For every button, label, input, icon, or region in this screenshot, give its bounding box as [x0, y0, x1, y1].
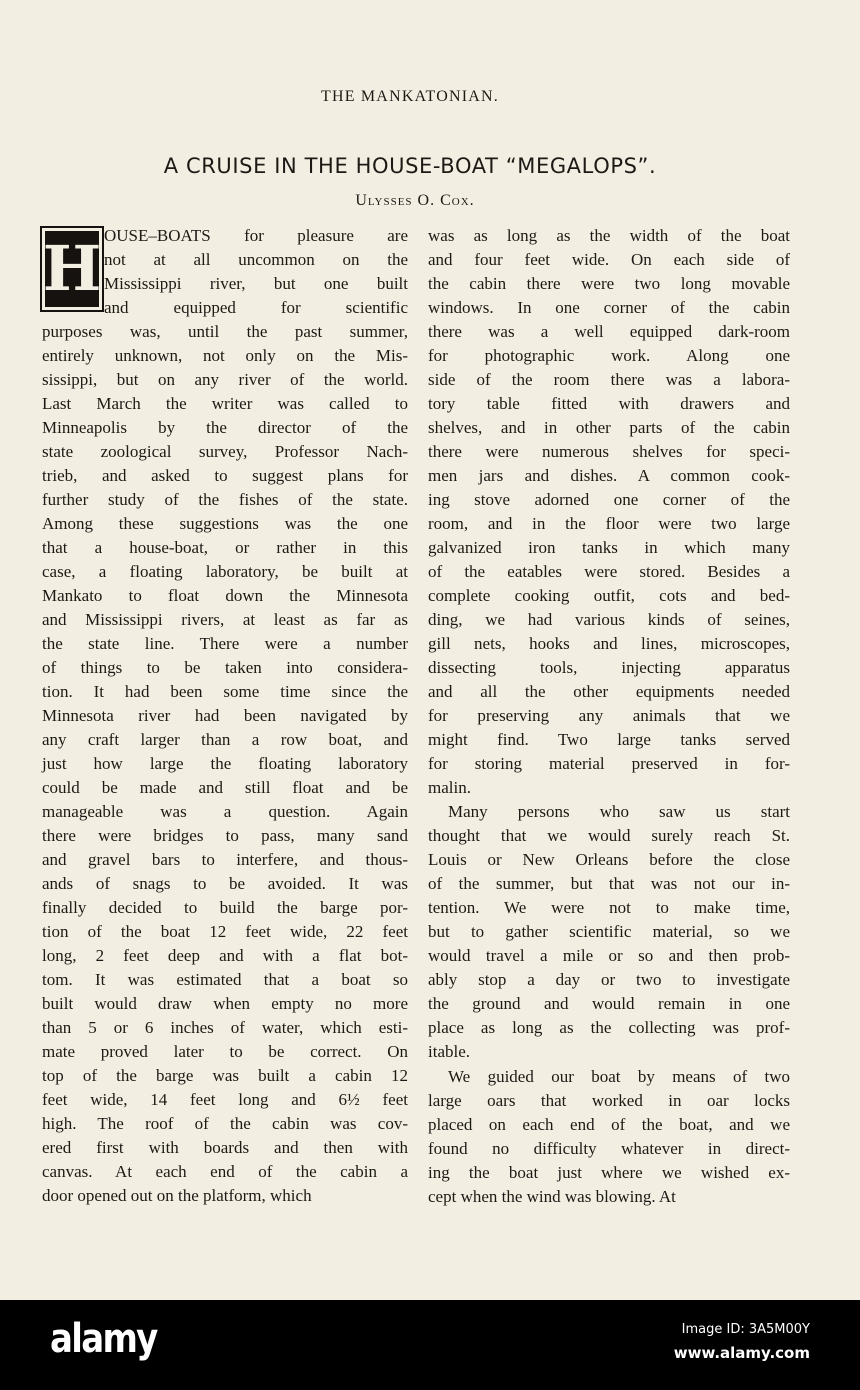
- text-line: ing stove adorned one corner of the: [428, 490, 790, 509]
- text-line: for preserving any animals that we: [428, 706, 790, 725]
- text-line: place as long as the collecting was prof-: [428, 1018, 790, 1037]
- text-line: for storing material preserved in for-: [428, 754, 790, 773]
- text-line: Mississippi river, but one built: [104, 274, 408, 293]
- text-line: mate proved later to be correct. On: [42, 1042, 408, 1061]
- text-line: for photographic work. Along one: [428, 346, 790, 365]
- text-line: further study of the fishes of the state.: [42, 490, 408, 509]
- text-line: there was a well equipped dark-room: [428, 322, 790, 341]
- text-line: there were bridges to pass, many sand: [42, 826, 408, 845]
- text-line: tention. We were not to make time,: [428, 898, 790, 917]
- text-line: men jars and dishes. A common cook-: [428, 466, 790, 485]
- text-line: sissippi, but on any river of the world.: [42, 370, 408, 389]
- drop-cap-ornament: H: [40, 226, 104, 312]
- text-line: ding, we had various kinds of seines,: [428, 610, 790, 629]
- text-line: high. The roof of the cabin was cov-: [42, 1114, 408, 1133]
- right-column: [428, 224, 790, 1209]
- text-line: placed on each end of the boat, and we: [428, 1115, 790, 1134]
- text-line: and Mississippi rivers, at least as far as: [42, 610, 408, 629]
- text-line: feet wide, 14 feet long and 6½ feet: [42, 1090, 408, 1109]
- text-line: of things to be taken into considera-: [42, 658, 408, 677]
- text-line: found no difficulty whatever in direct-: [428, 1139, 790, 1158]
- text-line: the cabin there were two long movable: [428, 274, 790, 293]
- text-line: and equipped for scientific: [104, 298, 408, 317]
- text-line: Minneapolis by the director of the: [42, 418, 408, 437]
- text-line: door opened out on the platform, which: [42, 1186, 312, 1205]
- text-line: of the eatables were stored. Besides a: [428, 562, 790, 581]
- text-line: thought that we would surely reach St.: [428, 826, 790, 845]
- text-line: might find. Two large tanks served: [428, 730, 790, 749]
- text-line: gill nets, hooks and lines, microscopes,: [428, 634, 790, 653]
- text-line: long, 2 feet deep and with a flat bot-: [42, 946, 408, 965]
- text-line: cept when the wind was blowing. At: [428, 1187, 676, 1206]
- text-line: purposes was, until the past summer,: [42, 322, 408, 341]
- text-line: malin.: [428, 778, 471, 797]
- text-line: the ground and would remain in one: [428, 994, 790, 1013]
- text-line: trieb, and asked to suggest plans for: [42, 466, 408, 485]
- text-line: would travel a mile or so and then prob-: [428, 946, 790, 965]
- text-line: side of the room there was a labora-: [428, 370, 790, 389]
- text-line: ered first with boards and then with: [42, 1138, 408, 1157]
- text-line: and gravel bars to interfere, and thous-: [42, 850, 408, 869]
- article-author: Ulysses O. Cox.: [355, 192, 475, 209]
- text-line: Many persons who saw us start: [448, 802, 790, 821]
- text-line: room, and in the floor were two large: [428, 514, 790, 533]
- text-line: tion. It had been some time since the: [42, 682, 408, 701]
- text-line: just how large the floating laboratory: [42, 754, 408, 773]
- text-line: ing the boat just where we wished ex-: [428, 1163, 790, 1182]
- text-line: complete cooking outfit, cots and bed-: [428, 586, 790, 605]
- text-line: Louis or New Orleans before the close: [428, 850, 790, 869]
- text-line: tion of the boat 12 feet wide, 22 feet: [42, 922, 408, 941]
- text-line: state zoological survey, Professor Nach-: [42, 442, 408, 461]
- text-line: and four feet wide. On each side of: [428, 250, 790, 269]
- text-line: could be made and still float and be: [42, 778, 408, 797]
- text-line: galvanized iron tanks in which many: [428, 538, 790, 557]
- text-line: not at all uncommon on the: [104, 250, 408, 269]
- text-line: ably stop a day or two to investigate: [428, 970, 790, 989]
- text-line: and all the other equipments needed: [428, 682, 790, 701]
- text-line: manageable was a question. Again: [42, 802, 408, 821]
- text-line: shelves, and in other parts of the cabin: [428, 418, 790, 437]
- text-line: Minnesota river had been navigated by: [42, 706, 408, 725]
- text-line: that a house-boat, or rather in this: [42, 538, 408, 557]
- alamy-logo: alamy: [50, 1316, 157, 1362]
- text-line: tory table fitted with drawers and: [428, 394, 790, 413]
- text-line: Last March the writer was called to: [42, 394, 408, 413]
- site-url: www.alamy.com: [673, 1344, 810, 1362]
- text-line: built would draw when empty no more: [42, 994, 408, 1013]
- text-line: any craft larger than a row boat, and: [42, 730, 408, 749]
- text-line: of the summer, but that was not our in-: [428, 874, 790, 893]
- text-line: We guided our boat by means of two: [448, 1067, 790, 1086]
- text-line: canvas. At each end of the cabin a: [42, 1162, 408, 1181]
- article-title: A CRUISE IN THE HOUSE-BOAT “MEGALOPS”.: [163, 154, 657, 178]
- text-line: was as long as the width of the boat: [428, 226, 790, 245]
- text-line: Among these suggestions was the one: [42, 514, 408, 533]
- text-line: itable.: [428, 1042, 471, 1061]
- text-line: but to gather scientific material, so we: [428, 922, 790, 941]
- text-line: entirely unknown, not only on the Mis-: [42, 346, 408, 365]
- watermark-footer: [0, 1300, 860, 1390]
- image-id: Image ID: 3A5M00Y: [681, 1322, 810, 1337]
- text-line: top of the barge was built a cabin 12: [42, 1066, 408, 1085]
- running-head: THE MANKATONIAN.: [320, 88, 499, 105]
- text-line: finally decided to build the barge por-: [42, 898, 408, 917]
- text-line: large oars that worked in oar locks: [428, 1091, 790, 1110]
- text-line: tom. It was estimated that a boat so: [42, 970, 408, 989]
- text-line: there were numerous shelves for speci-: [428, 442, 790, 461]
- text-line: OUSE–BOATS for pleasure are: [104, 226, 408, 245]
- text-line: ands of snags to be avoided. It was: [42, 874, 408, 893]
- text-line: case, a floating laboratory, be built at: [42, 562, 408, 581]
- left-column: [42, 224, 408, 1208]
- text-line: Mankato to float down the Minnesota: [42, 586, 408, 605]
- text-line: dissecting tools, injecting apparatus: [428, 658, 790, 677]
- text-line: the state line. There were a number: [42, 634, 408, 653]
- text-line: windows. In one corner of the cabin: [428, 298, 790, 317]
- text-line: than 5 or 6 inches of water, which esti-: [42, 1018, 408, 1037]
